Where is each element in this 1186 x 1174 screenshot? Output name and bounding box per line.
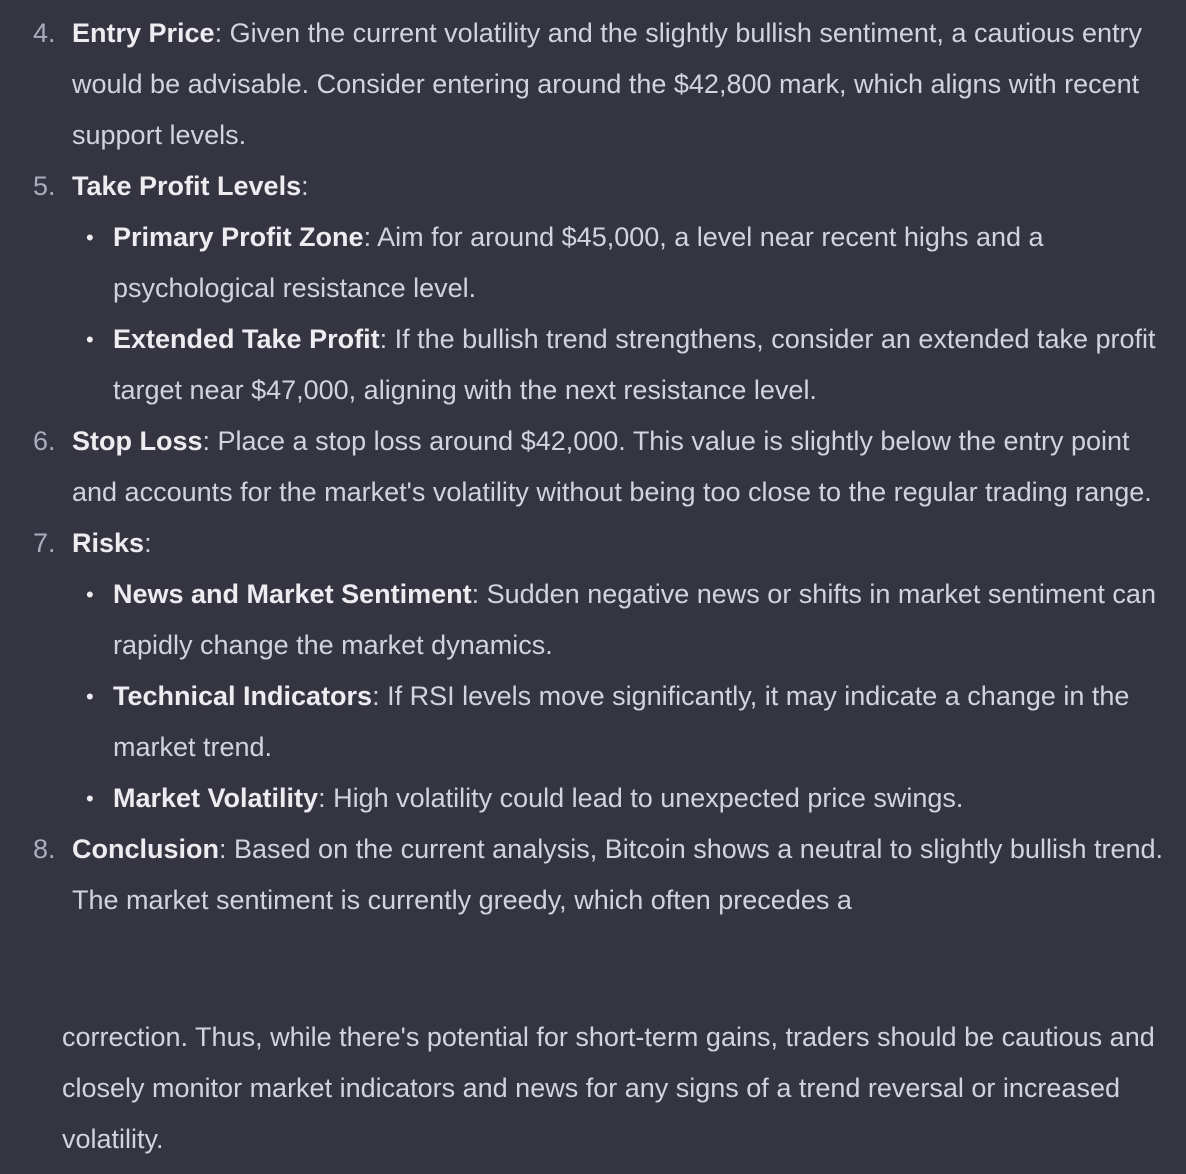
sublist-item-primary-profit-zone [72, 212, 1166, 314]
item-text: : Based on the current analysis, Bitcoin shows a neutral to slightly bullish trend. The market sentiment is currently greedy, which often precedes a [72, 834, 1163, 915]
bullet-icon: • [86, 225, 94, 250]
list-number: 4. [33, 18, 56, 48]
list-number: 8. [33, 834, 56, 864]
item-term: Technical Indicators [113, 681, 373, 711]
bullet-icon: • [86, 327, 94, 352]
item-term: Stop Loss [72, 426, 203, 456]
conclusion-continuation: correction. Thus, while there's potential for short-term gains, traders should be cautious and closely monitor market indicators and news for any signs of a trend reversal or increased volatility. [62, 1022, 1155, 1154]
list-item-risks [0, 518, 1186, 824]
list-item-conclusion [0, 824, 1186, 926]
item-text: : Place a stop loss around $42,000. This value is slightly below the entry point and accounts for the market's volatility without being too close to the regular trading range. [72, 426, 1152, 507]
item-text: : [144, 528, 152, 558]
item-text: : If the bullish trend strengthens, consider an extended take profit target near $47,000, aligning with the next resistance level. [113, 324, 1156, 405]
item-term: Primary Profit Zone [113, 222, 364, 252]
list-item-stop-loss [0, 416, 1186, 518]
risks-sublist [72, 569, 1166, 824]
list-item-take-profit-levels [0, 161, 1186, 416]
list-item-entry-price [0, 8, 1186, 161]
item-term: Conclusion [72, 834, 219, 864]
sublist-item-news-and-market-sentiment [72, 569, 1166, 671]
list-number: 7. [33, 528, 56, 558]
item-term: Entry Price [72, 18, 215, 48]
item-text: : If RSI levels move significantly, it may indicate a change in the market trend. [113, 681, 1130, 762]
item-term: Take Profit Levels [72, 171, 302, 201]
list-number: 5. [33, 171, 56, 201]
item-term: Risks [72, 528, 145, 558]
bullet-icon: • [86, 786, 94, 811]
sublist-item-extended-take-profit [72, 314, 1166, 416]
item-term: Market Volatility [113, 783, 319, 813]
list-number: 6. [33, 426, 56, 456]
item-term: Extended Take Profit [113, 324, 380, 354]
bullet-icon: • [86, 582, 94, 607]
bullet-icon: • [86, 684, 94, 709]
take-profit-sublist [72, 212, 1166, 416]
sublist-item-market-volatility [72, 773, 1166, 824]
item-text: : Sudden negative news or shifts in market sentiment can rapidly change the market dynamics. [113, 579, 1156, 660]
item-text: : High volatility could lead to unexpected price swings. [318, 783, 964, 813]
sublist-item-technical-indicators [72, 671, 1166, 773]
item-text: : Given the current volatility and the slightly bullish sentiment, a cautious entry would be advisable. Consider entering around the $42,800 mark, which aligns with recent support levels. [72, 18, 1143, 150]
item-text: : [301, 171, 309, 201]
item-text: : Aim for around $45,000, a level near recent highs and a psychological resistance level. [113, 222, 1044, 303]
item-term: News and Market Sentiment [113, 579, 472, 609]
